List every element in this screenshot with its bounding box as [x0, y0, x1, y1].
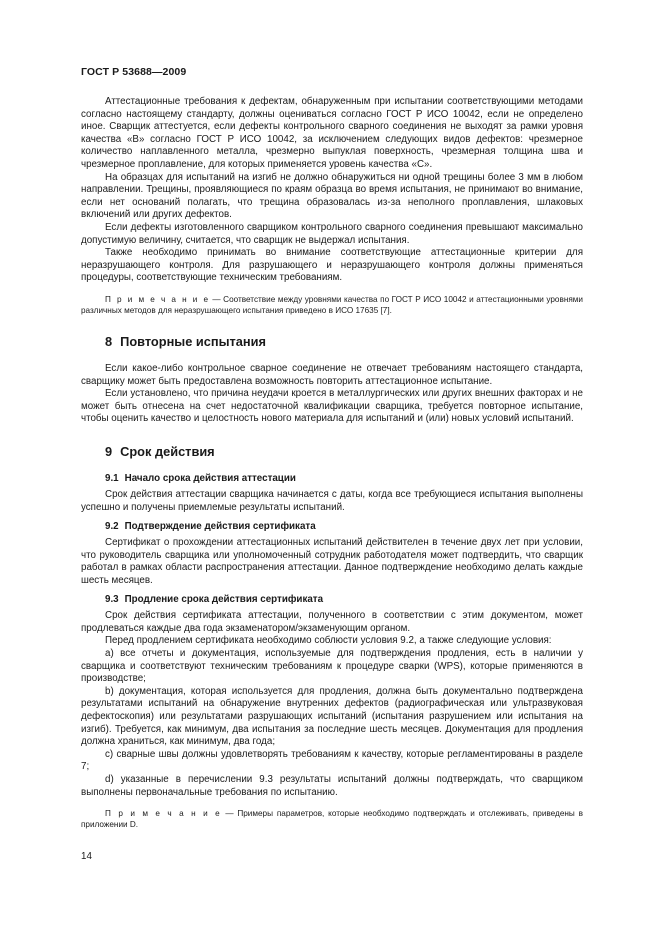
paragraph: Если какое-либо контрольное сварное соединение не отвечает требованиям настоящего стандарта, сварщику может быть предоставлена возможность повторить аттестационное испытание.	[81, 362, 583, 387]
note-text: — Соответствие между уровнями качества по ГОСТ Р ИСО 10042 и аттестационными уровнями различных методов для неразрушающего испытания приведено в ИСО 17635 [7].	[81, 294, 583, 315]
page-header: ГОСТ Р 53688—2009	[81, 66, 187, 78]
section-heading-9	[81, 444, 583, 459]
list-item: c) сварные швы должны удовлетворять требованиям к качеству, которые регламентированы в разделе 7;	[81, 748, 583, 773]
subsection-title: Продление срока действия сертификата	[124, 593, 324, 605]
section-number: 9	[105, 443, 113, 459]
section-number: 8	[105, 333, 113, 349]
paragraph: Перед продлением сертификата необходимо соблюсти условия 9.2, а также следующие условия:	[105, 635, 552, 647]
page-content	[81, 96, 583, 830]
subsection-heading-9-3	[81, 594, 583, 607]
note	[81, 808, 583, 830]
paragraph: Сертификат о прохождении аттестационных испытаний действителен в течение двух лет при условии, что руководитель сварщика или уполномоченный сотрудник работодателя может подтвердить, что сварщик работал в рамках области распространения аттестации. Данное подтверждение необходимо делать каждые шесть месяцев.	[81, 537, 583, 587]
list-item: d) указанные в перечислении 9.3 результаты испытаний должны подтверждать, что сварщиком выполнены первоначальные требования по испытанию.	[81, 773, 583, 798]
section-heading-8	[81, 334, 583, 349]
paragraph: Если установлено, что причина неудачи кроется в металлургических или других внешних факторах и не может быть отнесена на счет недостаточной квалификации сварщика, требуется повторное испытание, чтобы оценить качество и целостность нового материала для испытаний и (или) новых условий испытаний.	[81, 388, 583, 425]
subsection-heading-9-2	[81, 521, 583, 534]
paragraph: Если дефекты изготовленного сварщиком контрольного сварного соединения превышают максимально допустимую величину, считается, что сварщик не выдержал испытания.	[81, 221, 583, 246]
subsection-title: Подтверждение действия сертификата	[124, 520, 316, 532]
subsection-title: Начало срока действия аттестации	[124, 472, 296, 484]
list-item: b) документация, которая используется для продления, должна быть документально подтверждена результатами испытаний на обнаружение внутренних дефектов (радиографическая или ультразвуковая дефектоскопия) или результатами разрушающих испытаний (испытания разрушением или испытания на изгиб). Требуется, как минимум, два испытания за последние шесть месяцев. Документация для продления должна храниться, как минимум, два года;	[81, 685, 583, 748]
note-label: П р и м е ч а н и е	[105, 294, 210, 304]
subsection-heading-9-1	[81, 473, 583, 486]
section-title: Срок действия	[120, 443, 215, 459]
paragraph: Срок действия аттестации сварщика начинается с даты, когда все требующиеся испытания выполнены успешно и получены приемлемые результаты испытаний.	[81, 489, 583, 514]
paragraph: Аттестационные требования к дефектам, обнаруженным при испытании соответствующими методами согласно настоящему стандарту, должны оцениваться согласно ГОСТ Р ИСО 10042, если не определено иное. Сварщик аттестуется, если дефекты контрольного сварного соединения не выходят за рамки уровня качества «B» согласно ГОСТ Р ИСО 10042, за исключением следующих видов дефектов: чрезмерное количество наплавленного металла, чрезмерно выпуклая поверхность, чрезмерная толщина шва и чрезмерное проплавление, для которых применяется уровень качества «C».	[81, 96, 583, 170]
paragraph: Срок действия сертификата аттестации, полученного в соответствии с этим документом, может продлеваться каждые два года экзаменатором/экзаменующим органом.	[81, 610, 583, 634]
list-item: a) все отчеты и документация, используемые для подтверждения продления, есть в наличии у сварщика и соответствуют техническим требованиям к процедуре сварки (WPS), которые применяются в производстве;	[81, 648, 583, 685]
note	[81, 294, 583, 316]
subsection-number: 9.2	[105, 520, 119, 532]
subsection-number: 9.3	[105, 593, 119, 605]
paragraph: На образцах для испытаний на изгиб не должно обнаружиться ни одной трещины более 3 мм в любом направлении. Трещины, проявляющиеся по краям образца во время испытания, не принимают во внимание, если нет оснований полагать, что трещина образовалась из-за неполного проплавления, шлаковых включений или других дефектов.	[81, 171, 583, 221]
subsection-number: 9.1	[105, 472, 119, 484]
note-label: П р и м е ч а н и е	[105, 809, 222, 819]
note-text: — Примеры параметров, которые необходимо подтверждать и отслеживать, приведены в приложении D.	[81, 809, 583, 830]
page-number: 14	[81, 851, 92, 862]
section-title: Повторные испытания	[120, 333, 266, 349]
paragraph: Также необходимо принимать во внимание соответствующие аттестационные критерии для неразрушающего контроля. Для разрушающего и неразрушающего контроля должны применяться процедуры, соответствующие техническим требованиям.	[81, 247, 583, 284]
